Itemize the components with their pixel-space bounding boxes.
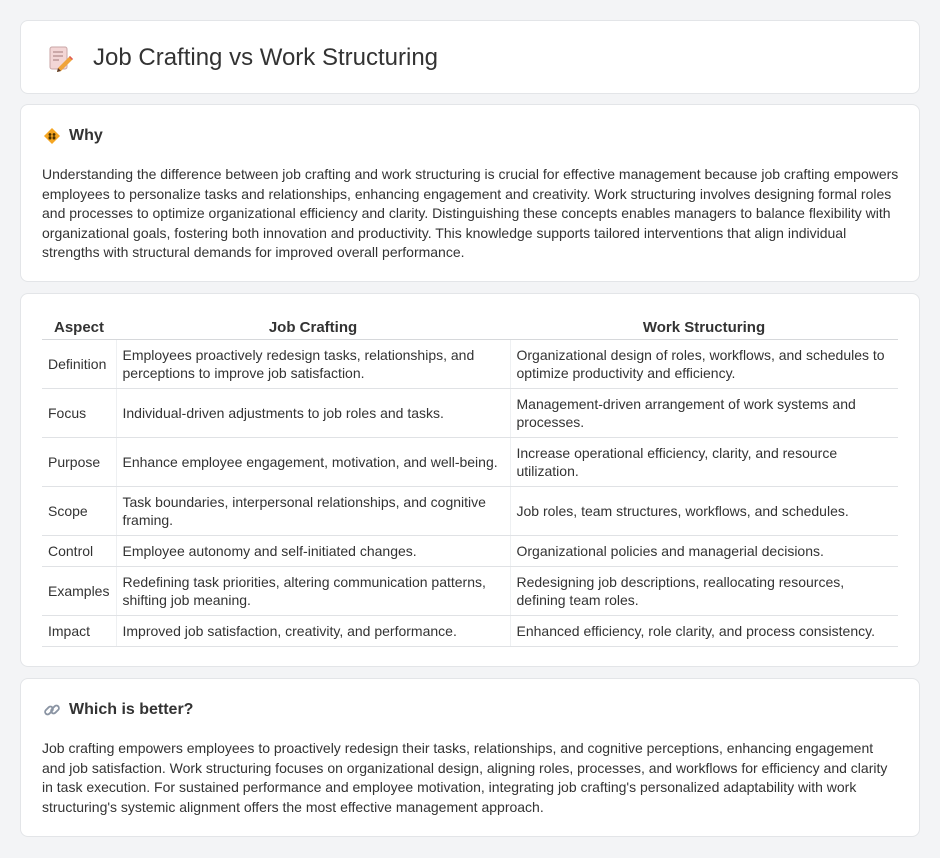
header-aspect: Aspect — [42, 315, 116, 340]
which-is-better-section — [20, 678, 920, 837]
why-header — [43, 127, 103, 145]
job-crafting-cell: Individual-driven adjustments to job roles and tasks. — [116, 389, 510, 438]
better-title: Which is better? — [69, 701, 194, 718]
aspect-cell: Examples — [42, 567, 116, 616]
table-row — [42, 438, 898, 487]
work-structuring-cell: Increase operational efficiency, clarity, and resource utilization. — [510, 438, 898, 487]
page-title: Job Crafting vs Work Structuring — [93, 44, 439, 71]
aspect-cell: Purpose — [42, 438, 116, 487]
work-structuring-cell: Organizational policies and managerial decisions. — [510, 536, 898, 567]
diamond-people-icon — [43, 127, 61, 145]
table-row — [42, 389, 898, 438]
aspect-cell: Control — [42, 536, 116, 567]
table-row — [42, 487, 898, 536]
work-structuring-cell: Organizational design of roles, workflows, and schedules to optimize productivity and efficiency. — [510, 340, 898, 389]
table-row — [42, 536, 898, 567]
job-crafting-cell: Improved job satisfaction, creativity, and performance. — [116, 616, 510, 647]
why-title: Why — [69, 127, 103, 144]
comparison-table — [42, 315, 898, 647]
comparison-card — [20, 293, 920, 667]
aspect-cell: Definition — [42, 340, 116, 389]
table-row — [42, 616, 898, 647]
why-section — [20, 104, 920, 282]
memo-pencil-icon — [45, 43, 75, 73]
better-header — [43, 701, 193, 719]
header-work-structuring: Work Structuring — [510, 315, 898, 340]
job-crafting-cell: Redefining task priorities, altering communication patterns, shifting job meaning. — [116, 567, 510, 616]
why-text: Understanding the difference between job crafting and work structuring is crucial for effective management because job crafting empowers employees to personalize tasks and relationships, enhancing engagement and creativity. Work structuring involves designing formal roles and processes to optimize organizational efficiency and clarity. Distinguishing these concepts enables managers to balance flexibility with organizational goals, fostering both innovation and productivity. This knowledge supports tailored interventions that align individual strengths with structural demands for improved overall performance. — [42, 166, 899, 260]
job-crafting-cell: Task boundaries, interpersonal relationships, and cognitive framing. — [116, 487, 510, 536]
table-row — [42, 340, 898, 389]
better-text: Job crafting empowers employees to proactively redesign their tasks, relationships, and cognitive perceptions, enhancing engagement and job satisfaction. Work structuring focuses on organizational design, aligning roles, processes, and workflows for efficiency and clarity in task execution. For sustained performance and employee motivation, integrating job crafting's personalized adaptability with work structuring's systemic alignment offers the most effective management approach. — [42, 740, 888, 815]
title-card — [20, 20, 920, 94]
header-job-crafting: Job Crafting — [116, 315, 510, 340]
aspect-cell: Scope — [42, 487, 116, 536]
link-icon — [43, 701, 61, 719]
aspect-cell: Focus — [42, 389, 116, 438]
table-row — [42, 567, 898, 616]
title-row — [45, 43, 438, 73]
job-crafting-cell: Employees proactively redesign tasks, relationships, and perceptions to improve job satisfaction. — [116, 340, 510, 389]
table-header-row — [42, 315, 898, 340]
work-structuring-cell: Redesigning job descriptions, reallocating resources, defining team roles. — [510, 567, 898, 616]
work-structuring-cell: Enhanced efficiency, role clarity, and process consistency. — [510, 616, 898, 647]
job-crafting-cell: Employee autonomy and self-initiated changes. — [116, 536, 510, 567]
job-crafting-cell: Enhance employee engagement, motivation, and well-being. — [116, 438, 510, 487]
aspect-cell: Impact — [42, 616, 116, 647]
work-structuring-cell: Job roles, team structures, workflows, and schedules. — [510, 487, 898, 536]
work-structuring-cell: Management-driven arrangement of work systems and processes. — [510, 389, 898, 438]
